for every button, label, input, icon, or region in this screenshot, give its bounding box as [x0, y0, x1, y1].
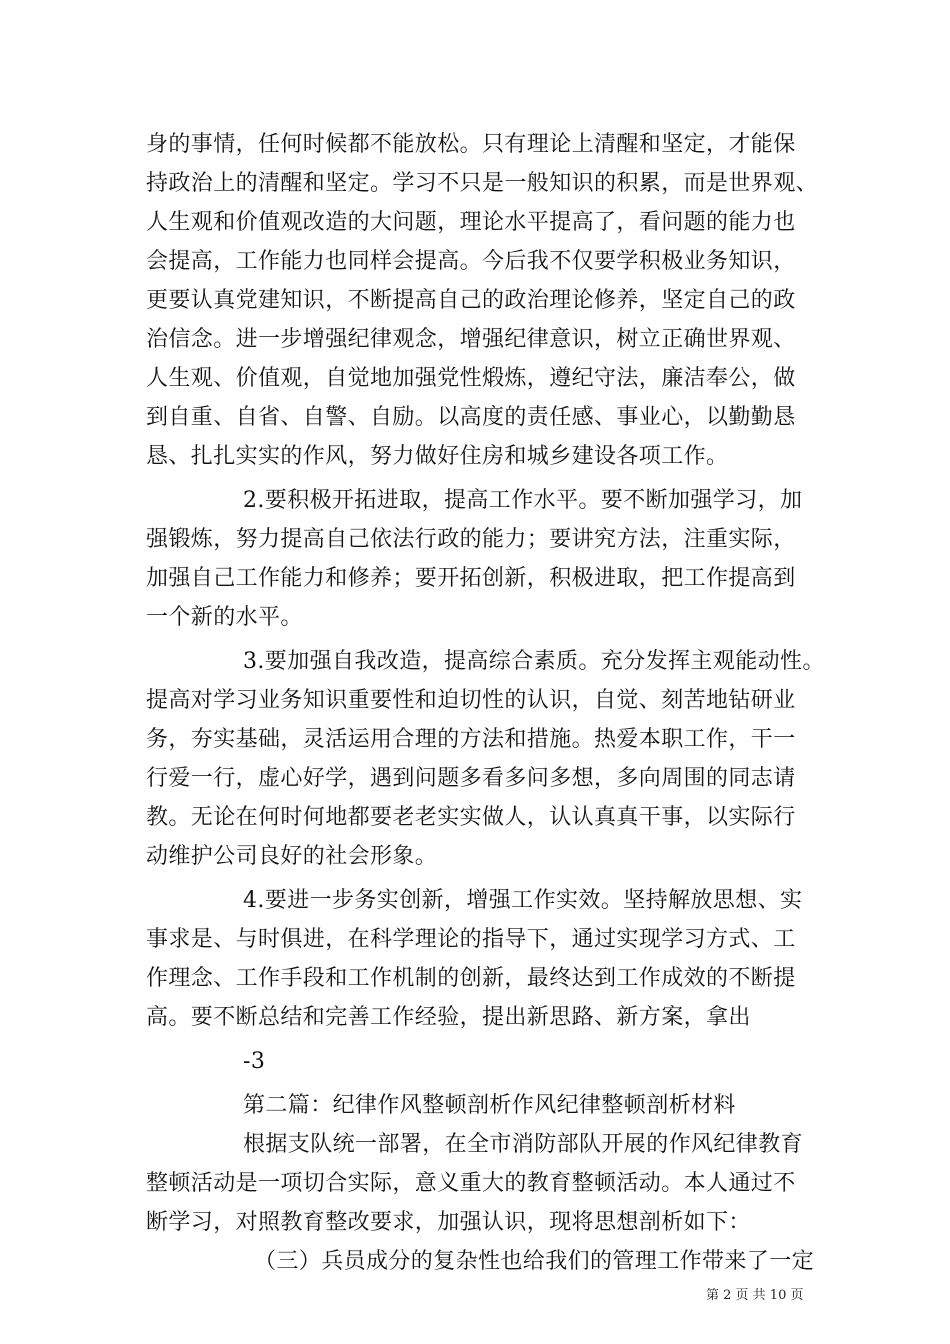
list-item-4: 4.要进一步务实创新，增强工作实效。坚持解放思想、实	[243, 888, 803, 913]
body-line: 治信念。进一步增强纪律观念，增强纪律意识，树立正确世界观、	[146, 327, 796, 352]
body-line: 根据支队统一部署，在全市消防部队开展的作风纪律教育	[243, 1132, 804, 1157]
body-line: 行爱一行，虚心好学，遇到问题多看多问多想，多向周围的同志请	[146, 766, 796, 791]
body-line: 动维护公司良好的社会形象。	[146, 844, 438, 869]
body-line: 断学习，对照教育整改要求，加强认识，现将思想剖析如下：	[146, 1210, 751, 1235]
body-line: 强锻炼，努力提高自己依法行政的能力；要讲究方法，注重实际，	[146, 527, 796, 552]
section-heading: 第二篇：纪律作风整顿剖析作风纪律整顿剖析材料	[243, 1093, 736, 1118]
body-line: 提高对学习业务知识重要性和迫切性的认识，自觉、刻苦地钻研业	[146, 688, 796, 713]
body-line: 身的事情，任何时候都不能放松。只有理论上清醒和坚定，才能保	[146, 132, 796, 157]
body-line: 恳、扎扎实实的作风，努力做好住房和城乡建设各项工作。	[146, 444, 729, 469]
body-line: 一个新的水平。	[146, 605, 303, 630]
page-footer: 第 2 页 共 10 页	[706, 1288, 804, 1303]
body-line: 事求是、与时俱进，在科学理论的指导下，通过实现学习方式、工	[146, 927, 796, 952]
body-line: 会提高，工作能力也同样会提高。今后我不仅要学积极业务知识，	[146, 249, 796, 274]
body-line: 教。无论在何时何地都要老老实实做人，认认真真干事，以实际行	[146, 805, 796, 830]
page-marker: -3	[243, 1049, 266, 1074]
body-line: 务，夯实基础，灵活运用合理的方法和措施。热爱本职工作，干一	[146, 727, 796, 752]
body-line: 加强自己工作能力和修养；要开拓创新，积极进取，把工作提高到	[146, 566, 796, 591]
body-line: 到自重、自省、自警、自励。以高度的责任感、事业心，以勤勤恳	[146, 405, 796, 430]
body-line: 持政治上的清醒和坚定。学习不只是一般知识的积累，而是世界观、	[146, 171, 819, 196]
body-line: 整顿活动是一项切合实际，意义重大的教育整顿活动。本人通过不	[146, 1171, 796, 1196]
body-line: 高。要不断总结和完善工作经验，提出新思路、新方案，拿出	[146, 1005, 751, 1030]
body-line: （三）兵员成分的复杂性也给我们的管理工作带来了一定	[254, 1249, 815, 1274]
body-line: 更要认真党建知识，不断提高自己的政治理论修养，坚定自己的政	[146, 288, 796, 313]
body-line: 人生观和价值观改造的大问题，理论水平提高了，看问题的能力也	[146, 210, 796, 235]
body-line: 作理念、工作手段和工作机制的创新，最终达到工作成效的不断提	[146, 966, 796, 991]
list-item-3: 3.要加强自我改造，提高综合素质。充分发挥主观能动性。	[243, 649, 825, 674]
body-line: 人生观、价值观，自觉地加强党性煅炼，遵纪守法，廉洁奉公，做	[146, 366, 796, 391]
list-item-2: 2.要积极开拓进取，提高工作水平。要不断加强学习，加	[243, 488, 803, 513]
